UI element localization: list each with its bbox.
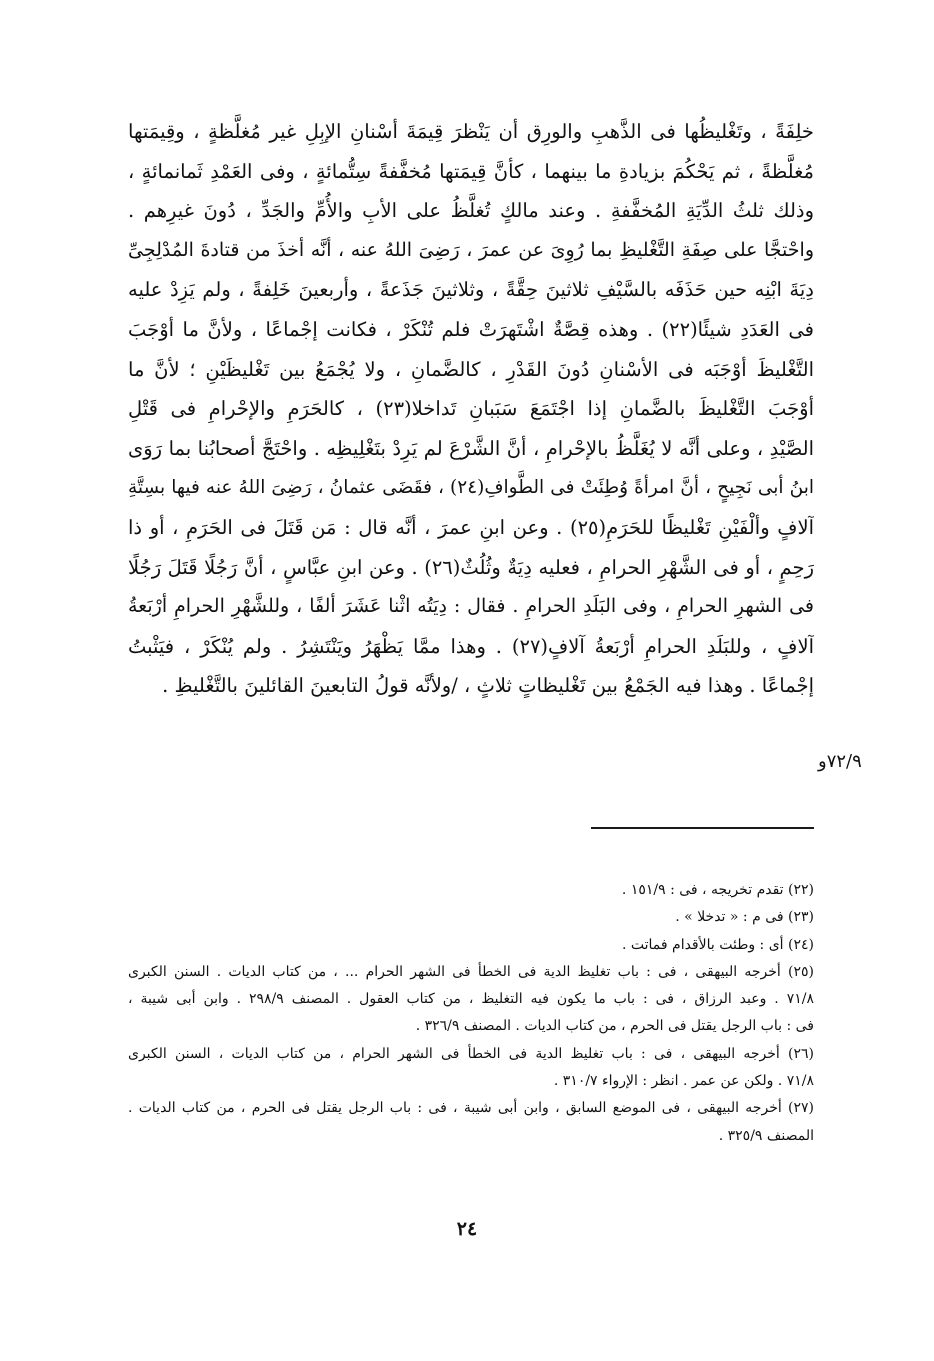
- footnote-line: (٢٧) أخرجه البيهقى ، فى الموضع السابق ، وابن أبى شيبة ، فى : باب الرجل يقتل فى الحرم ، من كتاب الديات .: [128, 1100, 814, 1117]
- text-line: وذلك ثلثُ الدِّيَةِ المُخفَّفةِ . وعند مالكٍ تُغلَّظُ على الأبِ والأُمِّ والجَدِّ ، دُونَ غيرِهم .: [128, 199, 814, 223]
- text-line: التَّغْليظَ أوْجَبَه فى الأسْنانِ دُونَ القَدْرِ ، كالضَّمانِ ، ولا يُجْمَعُ بين تَغْليظَيْنِ ؛ لأنَّ ما: [128, 357, 814, 381]
- text-line: رَحِمٍ ، أو فى الشَّهْرِ الحرامِ ، فعليه دِيَةٌ وثُلُثٌ(٢٦) . وعن ابنِ عبَّاسٍ ، أنَّ رَجُلًا قَتَلَ رَجُلًا: [128, 555, 814, 579]
- text-line: أوْجَبَ التَّغْليظَ بالضَّمانِ إذا اجْتَمَعَ سَبَبانِ تَداخلا(٢٣) ، كالحَرَمِ والإحْرامِ فى قَتْلِ: [128, 397, 814, 421]
- text-line: آلافٍ وألْفَيْنِ تَغْليظًا للحَرَمِ(٢٥) . وعن ابنِ عمرَ ، أنَّه قال : مَن قَتَلَ فى الحَرَمِ ، أو ذا: [128, 515, 814, 539]
- text-line: خلِفَةً ، وتَغْليظُها فى الذَّهبِ والورِق أن يَنْظرَ قِيمَةَ أسْنانِ الإبِلِ غير مُغلَّظةٍ ، وقِيمَتها: [128, 120, 814, 143]
- page-number: ٢٤: [456, 1218, 478, 1240]
- footnote-line: (٢٤) أى : وطئت بالأقدام فماتت .: [621, 936, 814, 953]
- manuscript-folio-marker: ٧٢/٩و: [818, 751, 862, 772]
- text-line: مُغلَّظةً ، ثم يَحْكُمَ بزيادةِ ما بينهما ، كأنَّ قِيمَتها مُخفَّفةً سِتُّمائةٍ ، وفى العَمْدِ ثَمانمائةٍ ،: [128, 159, 814, 183]
- main-text-body: [128, 112, 814, 706]
- text-line: دِيَةَ ابْنِه حين حَذَفَه بالسَّيْفِ ثلاثينَ حِقَّةً ، وثلاثينَ جَذَعةً ، وأربعينَ خَلِفةً ، ولم يَزِدْ عليه: [128, 278, 814, 302]
- text-line: الصَّيْدِ ، وعلى أنَّه لا يُغَلَّظُ بالإحْرامِ ، أنَّ الشَّرْعَ لم يَرِدْ بتَغْلِيظِه . واحْتَجَّ أصحابُنا بما رَوَى: [128, 436, 814, 460]
- footnotes: [128, 877, 814, 1150]
- footnote-line: (٢٥) أخرجه البيهقى ، فى : باب تغليظ الدية فى الخطأ فى الشهر الحرام ... ، من كتاب الديات . السنن الكبرى: [128, 963, 814, 980]
- footnote-separator: [591, 827, 814, 829]
- text-line: ابنُ أبى نَجِيحٍ ، أنَّ امرأةً وُطِئَتْ فى الطَّوافِ(٢٤) ، فقَضَى عثمانُ ، رَضِىَ اللهُ عنه فيها بسِتَّةِ: [128, 477, 814, 499]
- footnote-line: المصنف ٣٢٥/٩ .: [718, 1127, 814, 1144]
- footnote-line: (٢٢) تقدم تخريجه ، فى : ١٥١/٩ .: [621, 882, 814, 898]
- text-line: فى العَدَدِ شيئًا(٢٢) . وهذه قِصَّةٌ اشْتَهرَتْ فلم تُنْكَرْ ، فكانت إجْماعًا ، ولأنَّ ما أوْجَبَ: [128, 317, 814, 341]
- text-line: فى الشهرِ الحرامِ ، وفى البَلَدِ الحرامِ . فقال : دِيَتُه اثْنا عَشَرَ ألفًا ، وللشَّهْرِ الحرامِ أرْبَعةُ: [128, 595, 814, 618]
- footnote-line: (٢٦) أخرجه البيهقى ، فى : باب تغليظ الدية فى الخطأ فى الشهر الحرام ، من كتاب الديات ، السنن الكبرى: [128, 1045, 814, 1062]
- text-line: واحْتجَّا على صِفَةِ التَّغْليظِ بما رُوِىَ عن عمرَ ، رَضِىَ اللهُ عنه ، أنَّه أخذَ من قتادةَ المُدْلِجِىِّ: [128, 238, 814, 261]
- footnote-line: ٧١/٨ . ولكن عن عمر . انظر : الإرواء ٣١٠/٧ .: [553, 1073, 814, 1090]
- footnote-line: (٢٣) فى م : « تدخلا » .: [675, 909, 814, 926]
- text-line: إجْماعًا . وهذا فيه الجَمْعُ بين تَغْليظاتٍ ثلاثٍ ، /ولأنَّه قولُ التابعينَ القائلينَ بالتَّغْليظِ .: [162, 674, 814, 698]
- text-line: آلافٍ ، وللبَلَدِ الحرامِ أرْبَعةُ آلافٍ(٢٧) . وهذا ممَّا يَظْهَرُ ويَنْتَشِرُ . ولم يُنْكَرْ ، فيَثْبتُ: [128, 634, 814, 658]
- footnote-line: ٧١/٨ . وعبد الرزاق ، فى : باب ما يكون فيه التغليظ ، من كتاب العقول . المصنف ٢٩٨/٩ . وابن أبى شيبة ،: [128, 991, 814, 1008]
- footnote-line: فى : باب الرجل يقتل فى الحرم ، من كتاب الديات . المصنف ٣٢٦/٩ .: [415, 1018, 814, 1035]
